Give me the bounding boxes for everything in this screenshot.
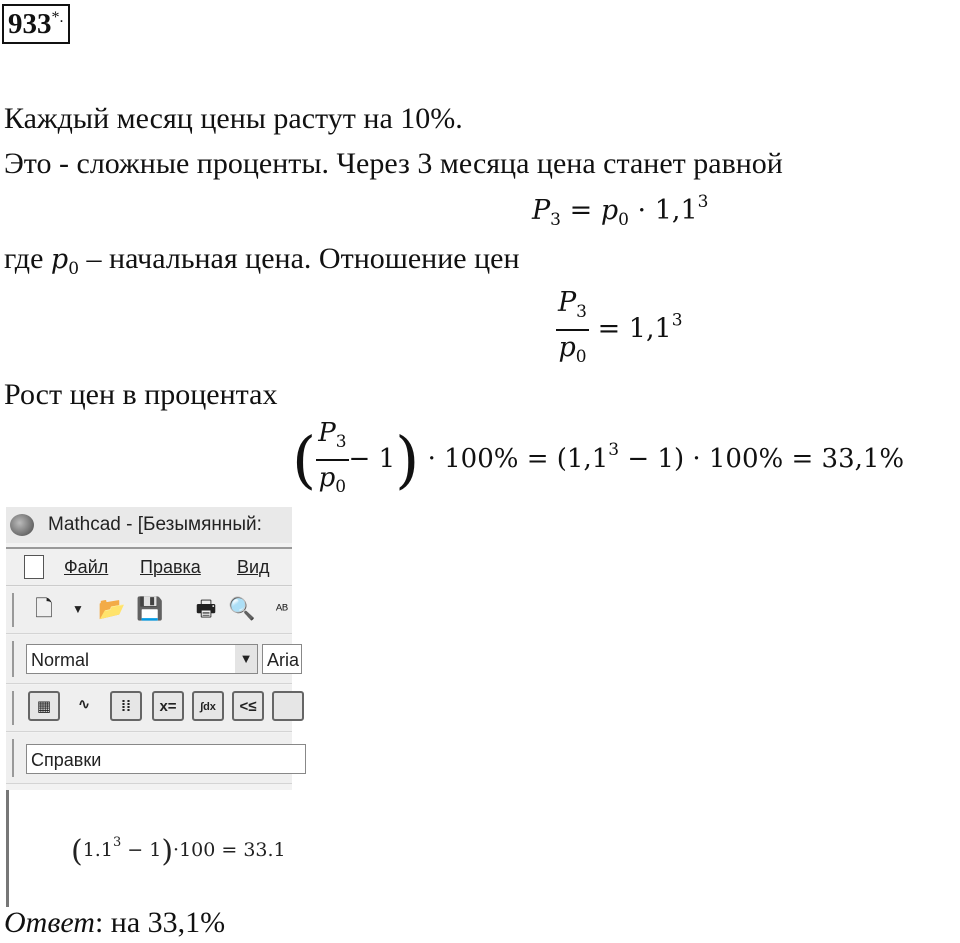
text-line-2: Это - сложные проценты. Через 3 месяца цена станет равной [4,147,783,180]
new-dropdown-icon[interactable]: ▼ [72,602,84,616]
menu-file[interactable]: Файл [64,557,109,577]
menu-view[interactable]: Вид [237,557,270,577]
var-P: P [532,195,551,226]
sub-3: 3 [576,302,587,322]
exponent: 3 [608,440,620,460]
worksheet-area[interactable] [6,790,295,907]
expr-minus: − 1 [121,839,162,861]
var-P: P [558,287,577,318]
var-p: p [318,463,336,493]
equals: = [569,195,593,226]
chevron-down-icon[interactable]: ▼ [235,645,257,673]
style-select-value: Normal [31,650,90,670]
sub-3: 3 [550,210,561,230]
text-where: где [4,242,44,275]
ratio-value: = 1,1 [597,313,672,345]
text-line-4: Рост цен в процентах [4,378,278,411]
minus-one: − 1 [348,444,396,474]
text-line-3 [4,242,520,286]
text-line-1: Каждый месяц цены растут на 10%. [4,102,463,135]
formula-price-3-months [532,192,708,230]
window-title: Mathcad - [Безымянный: [48,514,262,535]
sub-0: 0 [68,259,80,279]
sub-3: 3 [335,432,347,452]
answer-line [4,906,225,940]
evaluation-palette-button[interactable]: x= [152,691,184,721]
graph-palette-button[interactable]: ∿ [77,696,91,713]
expr-result: ·100 = 33.1 [173,839,286,861]
toolbar-grip[interactable] [12,641,17,677]
font-select[interactable] [262,644,302,674]
programming-palette-button[interactable] [272,691,304,721]
open-folder-icon[interactable]: 📂 [98,596,126,621]
paren-open: ( [292,423,317,496]
save-icon[interactable]: 💾 [136,596,164,621]
menu-bar [6,547,292,586]
middle-expr: · 100% = (1,1 [427,444,609,474]
matrix-palette-button[interactable]: ⁞⁞ [110,691,142,721]
toolbar-grip[interactable] [12,691,17,725]
resources-toolbar [6,733,292,784]
fraction [556,286,589,374]
toolbar-grip[interactable] [12,739,17,777]
var-p: p [50,244,69,275]
document-icon[interactable] [24,555,44,579]
answer-value: : на 33,1% [94,906,226,939]
inline-p0 [50,244,80,279]
formula-percent-growth [292,416,904,504]
menu-edit[interactable]: Правка [140,557,201,577]
calculator-palette-button[interactable]: ▦ [28,691,60,721]
var-p: p [558,332,576,363]
mathcad-expression[interactable]: $(1.1^3 - 1)\cdot 100 = 33.1$ [71,834,286,869]
spell-check-icon[interactable]: ᴬᴮ [275,601,289,617]
calculus-palette-button[interactable]: ∫dx [192,691,224,721]
var-p: p [600,195,619,226]
fraction [316,416,348,504]
boolean-palette-button[interactable]: <≤ [232,691,264,721]
problem-mark: *. [51,9,64,26]
print-preview-icon[interactable]: 🔍 [228,596,256,621]
print-icon[interactable]: 🖶 [195,596,217,621]
result-expr: − 1) · 100% = 33,1% [627,444,905,474]
answer-label: Ответ [4,906,95,939]
expr-base: 1.1 [82,839,113,861]
new-document-icon[interactable]: 🗋 [35,596,53,621]
factor: · 1,1 [637,195,698,226]
sub-0: 0 [575,347,587,367]
resources-select-value: Справки [31,750,102,770]
expr-exponent: 3 [112,835,122,850]
font-select-value: Aria [267,650,300,670]
formatting-toolbar [6,635,300,684]
math-palette-toolbar [6,685,292,732]
mathcad-titlebar [6,507,292,543]
style-select[interactable] [26,644,258,674]
problem-number [2,4,70,44]
exponent: 3 [671,310,683,331]
text-initial-price: – начальная цена. Отношение цен [86,242,520,275]
standard-toolbar [6,587,292,634]
resources-select[interactable] [26,744,306,774]
mathcad-window [6,507,300,907]
sub-0: 0 [618,210,629,230]
mathcad-logo-icon [10,514,34,536]
paren-close: ) [395,423,420,496]
var-P: P [318,418,336,448]
sub-0: 0 [335,477,347,497]
problem-number-value: 933 [8,8,52,40]
toolbar-grip[interactable] [12,593,17,627]
formula-price-ratio [556,286,683,374]
exponent: 3 [697,192,709,212]
